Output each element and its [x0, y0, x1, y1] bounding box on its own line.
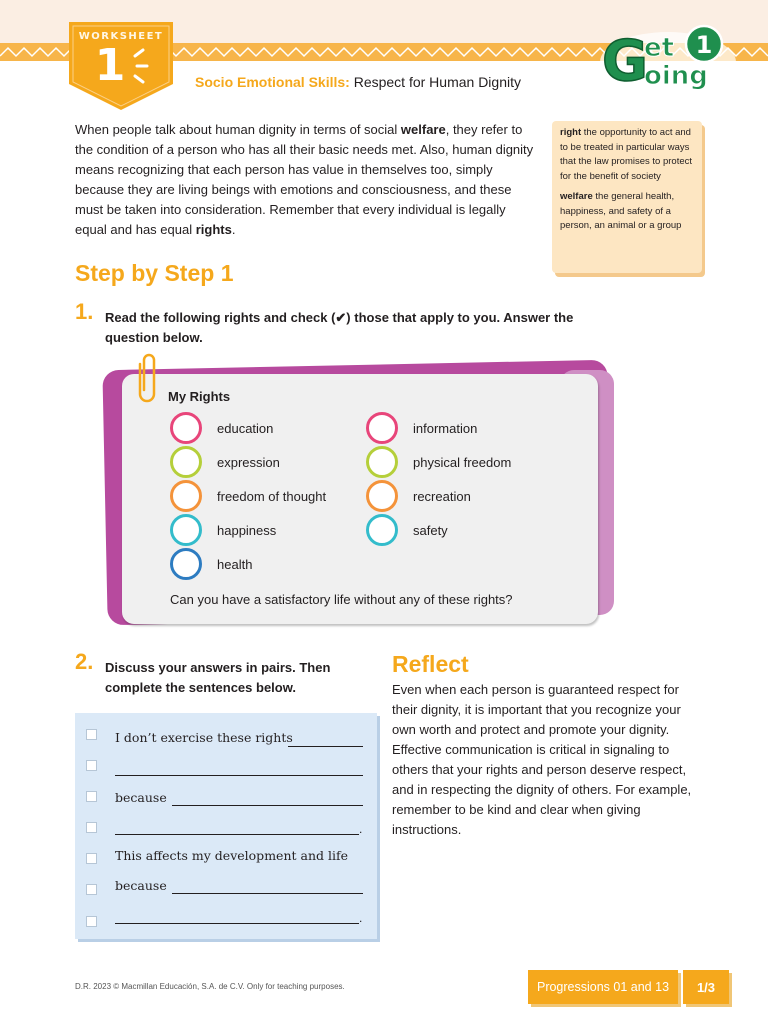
copyright-notice: D.R. 2023 © Macmillan Educación, S.A. de C.V. Only for teaching purposes. [75, 982, 345, 991]
checkbox[interactable] [86, 853, 97, 864]
checkbox[interactable] [86, 822, 97, 833]
right-item-education[interactable] [170, 412, 273, 444]
right-label: happiness [217, 522, 277, 538]
progressions-badge: Progressions 01 and 13 [528, 970, 678, 1004]
right-item-information[interactable] [366, 412, 477, 444]
right-item-safety[interactable] [366, 514, 448, 546]
right-label: information [413, 420, 478, 436]
sentence-because: because [115, 878, 167, 893]
svg-text:1: 1 [695, 31, 713, 59]
reflect-text: Even when each person is guaranteed respect for their dignity, it is important that you recognize your own worth and protect and promote your dignity. Effective communication is critical in signaling to others that your rights and person deserve respect, and in respecting the dignity of others. For example, remember to be kind and clear when giving instructions. [392, 682, 692, 837]
reflect-title: Reflect [392, 651, 469, 677]
right-item-health[interactable] [170, 548, 252, 580]
sentence-development: This affects my development and life [115, 848, 348, 863]
paperclip-icon [136, 350, 162, 406]
check-circle-icon[interactable] [170, 480, 202, 512]
right-label: safety [413, 522, 448, 538]
glossary-box [552, 121, 702, 273]
check-circle-icon[interactable] [366, 446, 398, 478]
task-2-instructions [75, 649, 375, 698]
answer-blank[interactable] [115, 775, 363, 776]
sentence-period: . [359, 822, 363, 836]
intro-term-rights: rights [195, 222, 232, 237]
right-item-recreation[interactable] [366, 480, 471, 512]
svg-text:et: et [644, 33, 675, 63]
checkbox[interactable] [86, 791, 97, 802]
right-item-freedom-of-thought[interactable] [170, 480, 326, 512]
check-circle-icon[interactable] [170, 412, 202, 444]
glossary-entry-welfare: welfare the general health, happiness, and safety of a person, an animal or a group [560, 191, 682, 231]
page-number-badge: 1/3 [683, 970, 729, 1004]
right-label: recreation [413, 488, 471, 504]
task-1-instructions [75, 299, 595, 348]
right-label: health [217, 556, 253, 572]
right-label: freedom of thought [217, 488, 327, 504]
check-circle-icon[interactable] [170, 514, 202, 546]
right-item-expression[interactable] [170, 446, 280, 478]
sentence-period: . [359, 911, 363, 925]
intro-term-welfare: welfare [400, 122, 446, 137]
rights-card-title: My Rights [168, 389, 231, 404]
intro-text-3: . [231, 222, 236, 237]
topic-label: Respect for Human Dignity [353, 74, 521, 90]
right-label: expression [217, 454, 280, 470]
svg-text:G: G [602, 29, 648, 94]
check-circle-icon[interactable] [170, 446, 202, 478]
check-circle-icon[interactable] [170, 548, 202, 580]
checkbox[interactable] [86, 729, 97, 740]
get-1-going-logo [598, 22, 738, 94]
answer-blank[interactable] [115, 923, 359, 924]
rights-question: Can you have a satisfactory life without any of these rights? [170, 592, 513, 607]
task-2-number: 2. [75, 649, 94, 674]
intro-text-2: , they refer to the condition of a person who has all their basic needs met. Also, human dignity means recognizing that each person has value in themselves too, simply because they are living beings with emotions and consciousness, and these must be taken into consideration. Remember that every individual is legally equal and has equal [75, 122, 534, 237]
answer-blank[interactable] [172, 893, 363, 894]
right-label: education [217, 420, 274, 436]
sentence-because: because [115, 790, 167, 805]
checkbox[interactable] [86, 884, 97, 895]
answer-blank[interactable] [288, 746, 363, 747]
task-2-text: Discuss your answers in pairs. Then complete the sentences below. [105, 660, 331, 695]
checkbox[interactable] [86, 760, 97, 771]
answer-blank[interactable] [172, 805, 363, 806]
check-circle-icon[interactable] [366, 412, 398, 444]
worksheet-label: WORKSHEET [78, 31, 164, 42]
task-1-text: Read the following rights and check (✔) those that apply to you. Answer the question below. [105, 310, 574, 345]
sentence-rights-not-exercised: I don’t exercise these rights [115, 730, 293, 745]
intro-paragraph [75, 120, 537, 240]
check-circle-icon[interactable] [366, 480, 398, 512]
right-item-happiness[interactable] [170, 514, 276, 546]
checkbox[interactable] [86, 916, 97, 927]
task-1-number: 1. [75, 299, 94, 324]
check-circle-icon[interactable] [366, 514, 398, 546]
right-item-physical-freedom[interactable] [366, 446, 511, 478]
section-title-step-by-step: Step by Step 1 [75, 260, 234, 286]
right-label: physical freedom [413, 454, 512, 470]
svg-text:oing: oing [644, 61, 708, 91]
intro-text-1: When people talk about human dignity in terms of social [75, 122, 401, 137]
answer-blank[interactable] [115, 834, 359, 835]
glossary-entry-right: right the opportunity to act and to be treated in particular ways that the law promises to protect for the benefit of society [560, 127, 693, 182]
category-label: Socio Emotional Skills: [195, 74, 350, 90]
page-title [195, 74, 521, 90]
worksheet-number: 1 [94, 40, 126, 91]
